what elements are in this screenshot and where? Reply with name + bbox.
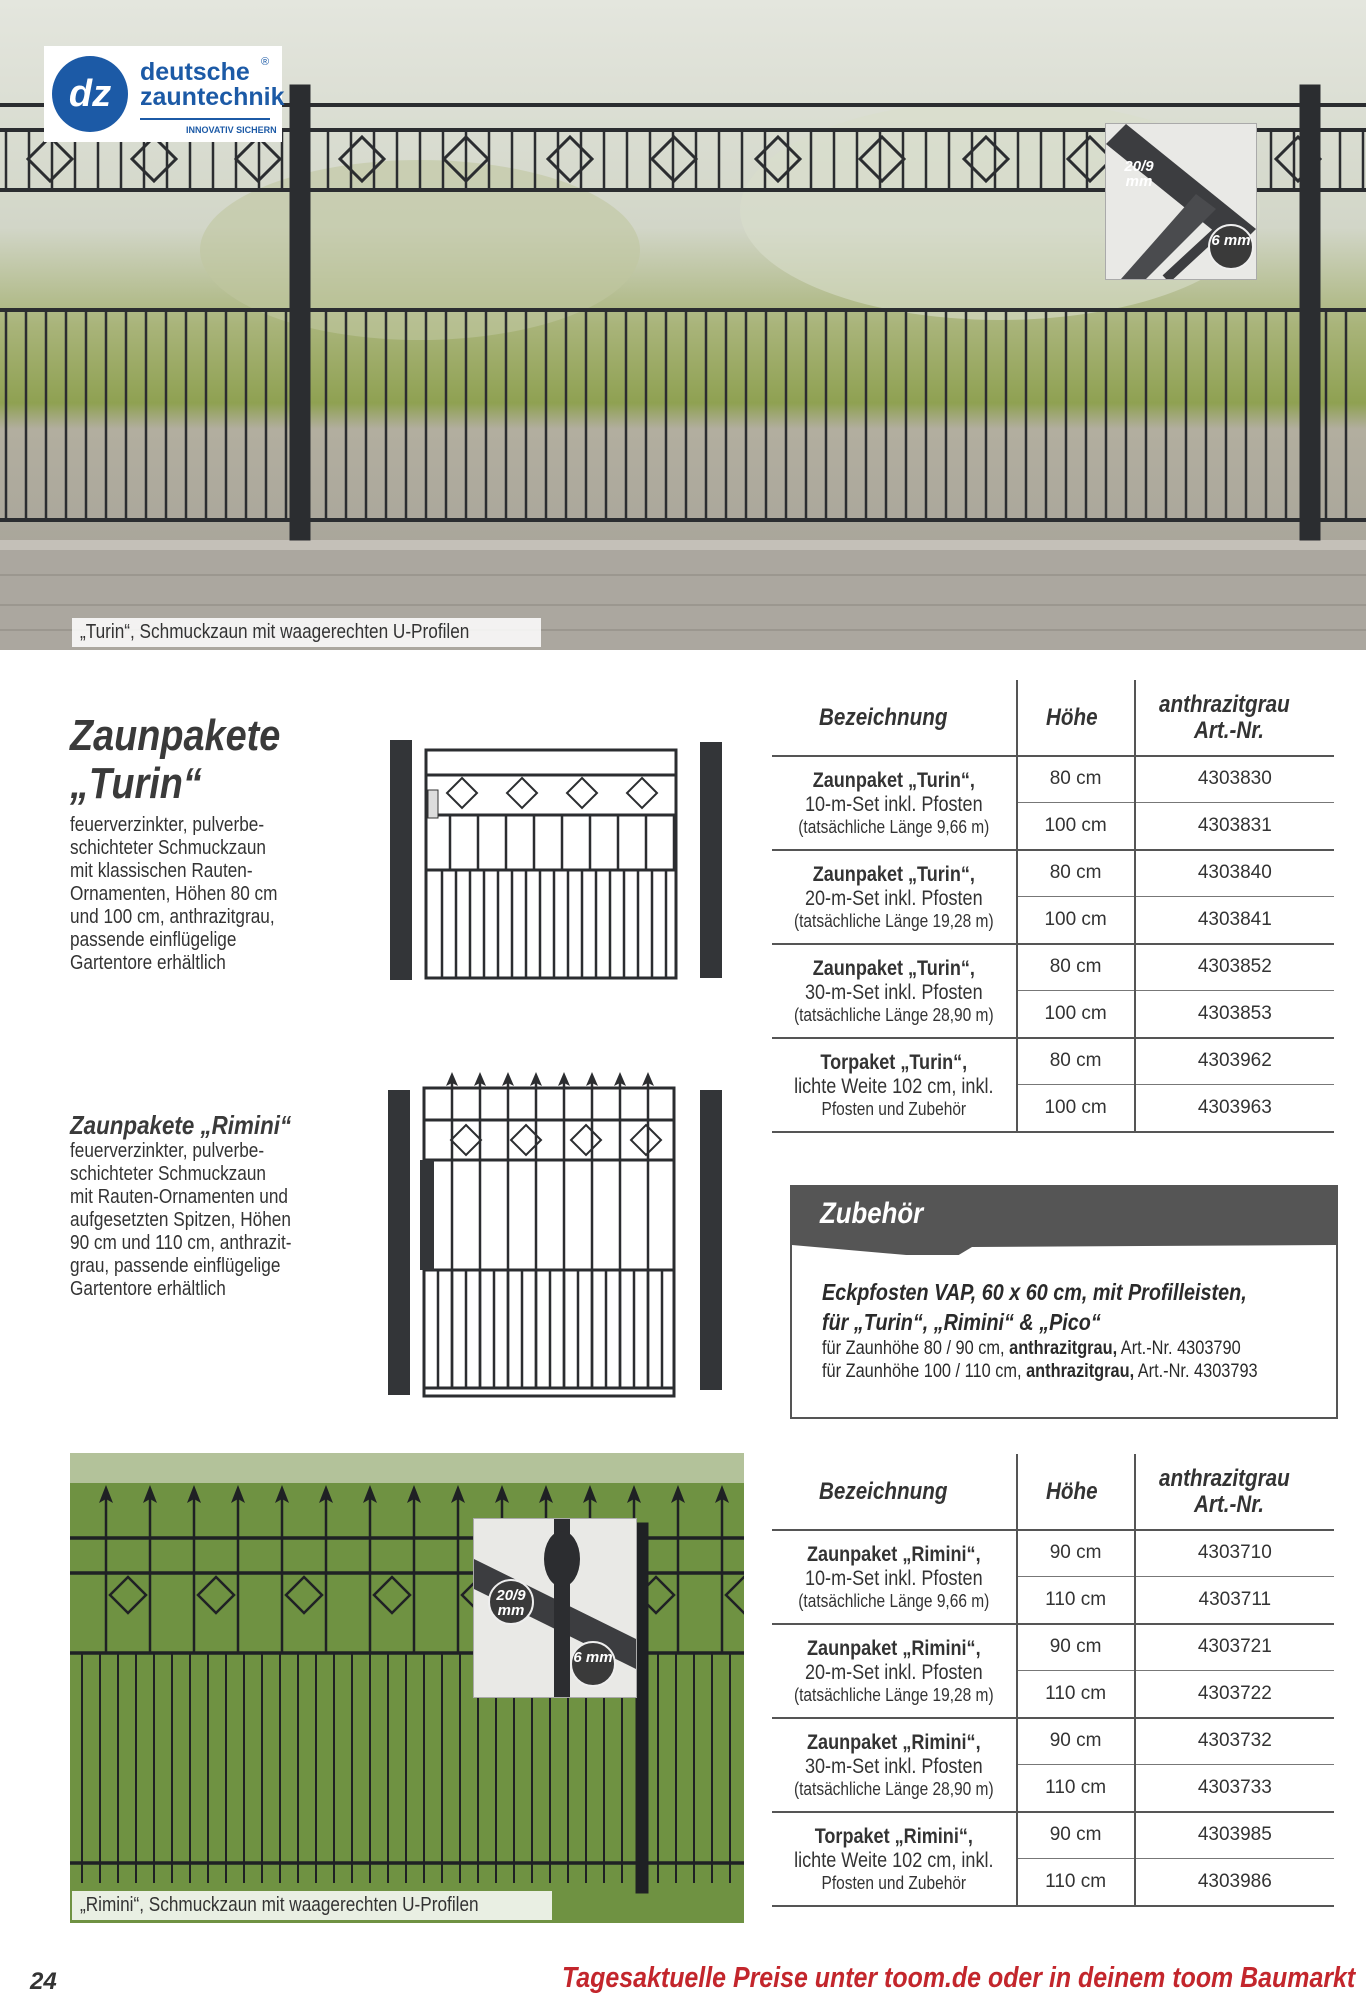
rimini-gate-drawing [380,1070,730,1410]
hero-caption: „Turin“, Schmuckzaun mit waagerechten U-Profilen [72,618,541,647]
turin-desc-line: feuerverzinkter, pulverbe- [70,814,265,836]
rimini-detail-label-b: 6 mm [570,1641,616,1687]
product-name-line: (tatsächliche Länge 9,66 m) [798,816,990,837]
article-number-cell: 4303721 [1135,1624,1334,1670]
article-number-cell: 4303733 [1135,1764,1334,1812]
product-name-line: Zaunpaket „Turin“, [812,956,975,980]
table-row [772,1530,1334,1576]
rimini-desc-line: feuerverzinkter, pulverbe- [70,1140,265,1162]
product-name-line: Zaunpaket „Turin“, [812,768,975,792]
product-name-cell [772,756,1017,850]
height-cell: 80 cm [1017,944,1135,990]
zubehoer-heading: Zubehör [820,1197,924,1230]
fence-post [636,1523,648,1893]
turin-desc-line: mit klassischen Rauten- [70,860,253,882]
article-number-cell: 4303986 [1135,1858,1334,1906]
turin-title [70,712,315,808]
profile-detail-inset [1105,123,1257,280]
turin-desc-line: passende einflügelige [70,929,237,951]
product-name-line: (tatsächliche Länge 28,90 m) [793,1778,994,1799]
table-row [772,1812,1334,1858]
logo-underline [140,118,270,120]
article-number-cell: 4303710 [1135,1530,1334,1576]
col-header-artnr [1135,1454,1334,1530]
product-name-line: (tatsächliche Länge 28,90 m) [793,1004,994,1025]
height-cell: 90 cm [1017,1812,1135,1858]
product-name-cell [772,1812,1017,1906]
zubehoer-line1: für Zaunhöhe 80 / 90 cm, anthrazitgrau, Art.-Nr. 4303790 [822,1338,1241,1359]
product-name-cell [772,1038,1017,1132]
article-number-cell: 4303852 [1135,944,1334,990]
table-row [772,850,1334,896]
height-cell: 90 cm [1017,1530,1135,1576]
product-name-line: 30-m-Set inkl. Pfosten [804,980,983,1004]
fence-post [290,85,310,540]
logo-line1: deutsche [140,58,250,86]
table-row [772,1718,1334,1764]
table-row [772,756,1334,802]
product-name-line: Zaunpaket „Rimini“, [806,1730,981,1754]
height-cell: 110 cm [1017,1670,1135,1718]
product-name-cell [772,1624,1017,1718]
zubehoer-box [790,1185,1338,1419]
registered-mark: ® [261,56,270,68]
logo-tagline: INNOVATIV SICHERN [186,125,277,135]
rimini-detail-label-a: 20/9 mm [488,1579,534,1625]
rimini-table [772,1454,1334,1907]
product-name-cell [772,1718,1017,1812]
page-number: 24 [30,1968,57,1995]
col-header-height: Höhe [1017,1454,1135,1530]
col-header-artnr-label: Art.-Nr. [1194,1490,1265,1518]
article-number-cell: 4303831 [1135,802,1334,850]
height-cell: 100 cm [1017,802,1135,850]
hero-photo [0,0,1366,650]
height-cell: 80 cm [1017,850,1135,896]
rimini-desc-line: schichteter Schmuckzaun [70,1163,266,1185]
zubehoer-title-line2: für „Turin“, „Rimini“ & „Pico“ [822,1309,1101,1335]
product-name-line: lichte Weite 102 cm, inkl. [794,1074,994,1098]
product-name-line: 10-m-Set inkl. Pfosten [804,1566,983,1590]
product-name-cell [772,850,1017,944]
zubehoer-title-line1: Eckpfosten VAP, 60 x 60 cm, mit Profilleisten, [822,1279,1247,1305]
turin-description [70,814,311,975]
height-cell: 100 cm [1017,1084,1135,1132]
footer-text: Tagesaktuelle Preise unter toom.de oder in deinem toom Baumarkt [562,1962,1356,1994]
height-cell: 80 cm [1017,756,1135,802]
rimini-description [70,1140,328,1301]
product-name-line: (tatsächliche Länge 9,66 m) [798,1590,990,1611]
article-number-cell: 4303985 [1135,1812,1334,1858]
rimini-desc-line: Gartentore erhältlich [70,1278,226,1300]
product-name-line: Pfosten und Zubehör [821,1872,967,1893]
product-name-line: Torpaket „Turin“, [820,1050,968,1074]
turin-desc-line: und 100 cm, anthrazitgrau, [70,906,275,928]
rimini-profile-inset [473,1518,637,1698]
product-name-line: (tatsächliche Länge 19,28 m) [793,1684,994,1705]
col-header-name: Bezeichnung [772,1454,1017,1530]
product-name-line: (tatsächliche Länge 19,28 m) [793,910,994,931]
rimini-photo [70,1453,744,1923]
logo [44,46,285,142]
product-name-line: lichte Weite 102 cm, inkl. [794,1848,994,1872]
article-number-cell: 4303732 [1135,1718,1334,1764]
turin-desc-line: Ornamenten, Höhen 80 cm [70,883,278,905]
height-cell: 90 cm [1017,1624,1135,1670]
article-number-cell: 4303962 [1135,1038,1334,1084]
rimini-title [70,1110,327,1141]
col-header-name: Bezeichnung [772,680,1017,756]
turin-gate-image [380,730,730,990]
article-number-cell: 4303830 [1135,756,1334,802]
rimini-desc-line: mit Rauten-Ornamenten und [70,1186,288,1208]
zubehoer-line2: für Zaunhöhe 100 / 110 cm, anthrazitgrau, Art.-Nr. 4303793 [822,1361,1258,1382]
turin-desc-line: schichteter Schmuckzaun [70,837,266,859]
rimini-fence-illustration [70,1453,744,1923]
col-header-artnr-label: Art.-Nr. [1194,716,1265,744]
product-name-line: 20-m-Set inkl. Pfosten [804,1660,983,1684]
turin-title-line2: „Turin“ [70,759,202,808]
product-name-line: 30-m-Set inkl. Pfosten [804,1754,983,1778]
table-row [772,1624,1334,1670]
turin-gate-drawing [380,730,730,990]
product-name-line: Pfosten und Zubehör [821,1098,967,1119]
col-header-color: anthrazitgrau [1158,690,1290,718]
detail-label-a: 20/9 mm [1124,158,1154,190]
rimini-desc-line: 90 cm und 110 cm, anthrazit- [70,1232,292,1254]
logo-mark: dz [52,56,128,132]
article-number-cell: 4303841 [1135,896,1334,944]
article-number-cell: 4303840 [1135,850,1334,896]
rimini-gate-image [380,1070,730,1410]
article-number-cell: 4303722 [1135,1670,1334,1718]
table-row [772,1038,1334,1084]
product-name-cell [772,1530,1017,1624]
col-header-height: Höhe [1017,680,1135,756]
product-name-line: 10-m-Set inkl. Pfosten [804,792,983,816]
zubehoer-content [822,1277,1329,1383]
height-cell: 80 cm [1017,1038,1135,1084]
height-cell: 90 cm [1017,1718,1135,1764]
col-header-artnr [1135,680,1334,756]
rimini-desc-line: grau, passende einflügelige [70,1255,281,1277]
product-name-line: Zaunpaket „Turin“, [812,862,975,886]
height-cell: 110 cm [1017,1764,1135,1812]
article-number-cell: 4303711 [1135,1576,1334,1624]
col-header-color: anthrazitgrau [1158,1464,1290,1492]
article-number-cell: 4303963 [1135,1084,1334,1132]
height-cell: 110 cm [1017,1858,1135,1906]
logo-line2: zauntechnik [140,83,285,111]
turin-desc-line: Gartentore erhältlich [70,952,226,974]
rimini-desc-line: aufgesetzten Spitzen, Höhen [70,1209,291,1231]
height-cell: 100 cm [1017,990,1135,1038]
product-name-line: 20-m-Set inkl. Pfosten [804,886,983,910]
product-name-line: Torpaket „Rimini“, [814,1824,973,1848]
height-cell: 110 cm [1017,1576,1135,1624]
product-name-line: Zaunpaket „Rimini“, [806,1542,981,1566]
rimini-caption: „Rimini“, Schmuckzaun mit waagerechten U-Profilen [72,1891,552,1920]
height-cell: 100 cm [1017,896,1135,944]
product-name-cell [772,944,1017,1038]
turin-title-line1: Zaunpakete [70,711,281,760]
detail-label-b: 6 mm [1208,224,1254,270]
article-number-cell: 4303853 [1135,990,1334,1038]
table-row [772,944,1334,990]
turin-table [772,680,1334,1133]
product-name-line: Zaunpaket „Rimini“, [806,1636,981,1660]
fence-post [1300,85,1320,540]
rimini-title-text: Zaunpakete „Rimini“ [70,1110,292,1140]
